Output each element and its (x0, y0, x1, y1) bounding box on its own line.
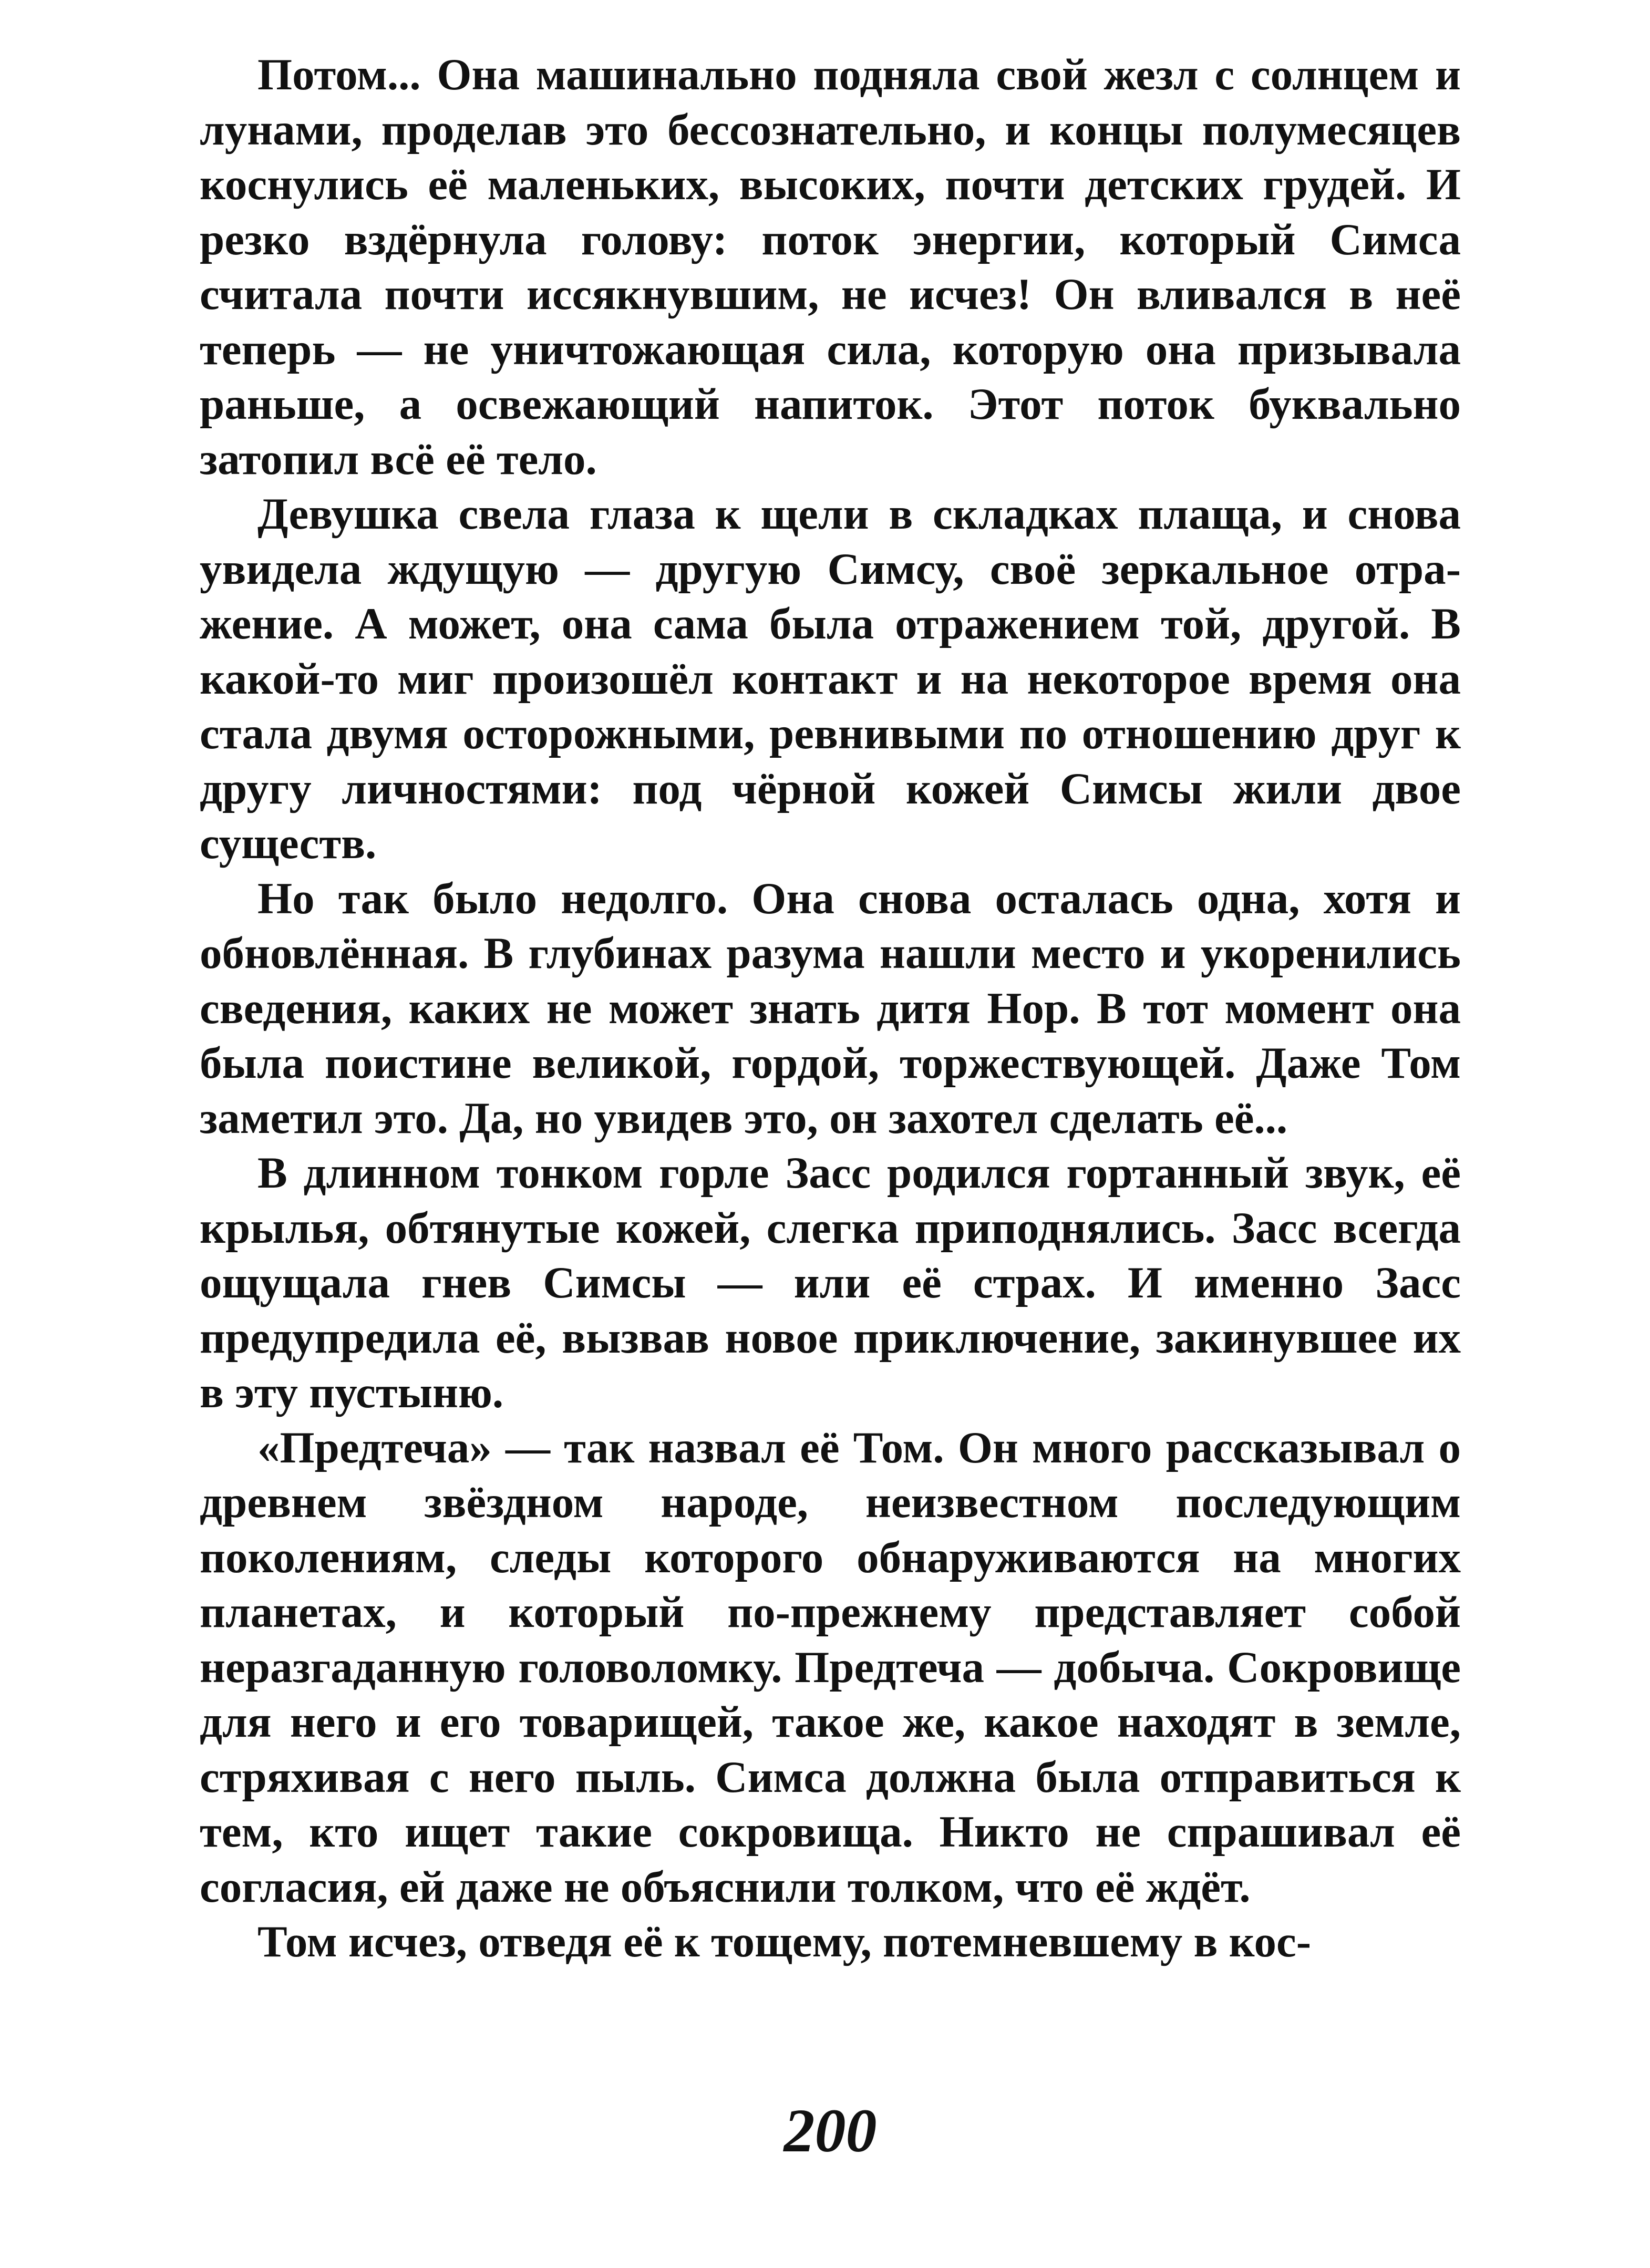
paragraph-6: Том исчез, отведя её к тощему, потемневшему в кос- (257, 1917, 1312, 1966)
book-page (200, 47, 1461, 2212)
paragraph-2: Девушка свела глаза к щели в складках плаща, и снова увидела ждущую — другую Симсу, своё зеркальное отражение. А может, она сама была отражением той, другой. В какой-то миг произошёл контакт и на некоторое время она стала двумя осторожными, ревнивыми по отношению друг к другу личностями: под чёрной кожей Симсы жили двое существ. (200, 489, 1461, 868)
paragraph-3: Но так было недолго. Она снова осталась одна, хотя и обновлённая. В глубинах разума нашли место и укоренились сведения, каких не может знать дитя Нор. В тот момент она была поистине великой, гордой, торжествующей. Даже Том заметил это. Да, но увидев это, он захотел сделать её... (200, 873, 1461, 1143)
paragraph-1: Потом... Она машинально подняла свой жезл с солнцем и лунами, проделав это бессознательно, и концы полумесяцев коснулись её маленьких, высоких, почти детских грудей. И резко вздёрнула голову: поток энергии, который Симса считала почти иссякнувшим, не исчез! Он вливался в неё теперь — не уничтожающая сила, которую она призывала раньше, а освежающий напиток. Этот поток буквально затопил всё её тело. (200, 50, 1461, 484)
page-text (200, 47, 1461, 1970)
paragraph-5: «Предтеча» — так назвал её Том. Он много рассказывал о древнем звёздном народе, неизвестном последующим поколениям, следы которого обнаруживаются на многих планетах, и который по-прежнему представляет собой неразгаданную головоломку. Предтеча — добыча. Сокровище для него и его товарищей, такое же, какое находят в земле, стряхивая с него пыль. Симса должна была отправиться к тем, кто ищет такие сокровища. Никто не спрашивал её согласия, ей даже не объяснили толком, что её ждёт. (200, 1422, 1461, 1912)
page-number: 200 (783, 2096, 877, 2165)
paragraph-4: В длинном тонком горле Засс родился гортанный звук, её крылья, обтянутые кожей, слегка приподнялись. Засс всегда ощущала гнев Симсы — или её страх. И именно Засс предупредила её, вызвав новое приключение, закинувшее их в эту пустыню. (200, 1148, 1461, 1417)
